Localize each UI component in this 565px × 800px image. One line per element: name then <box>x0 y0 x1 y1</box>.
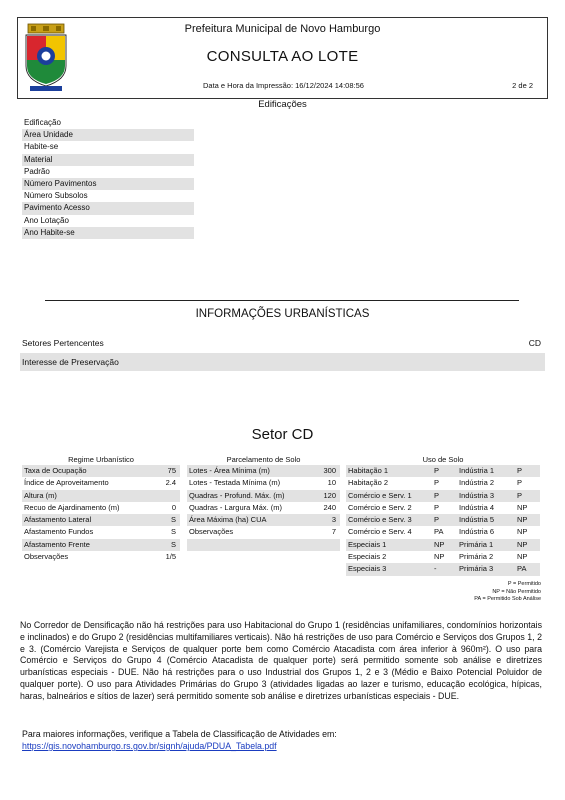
uso-value: P <box>434 502 440 512</box>
table-row <box>22 539 180 551</box>
regime-label: Afastamento Fundos <box>24 527 94 537</box>
uso-label: Indústria 6 <box>459 527 495 537</box>
regime-value: 75 <box>167 466 176 475</box>
regime-label: Altura (m) <box>24 490 57 500</box>
table-row <box>22 526 180 538</box>
tabela-link[interactable]: https://gis.novohamburgo.rs.gov.br/signh/ajuda/PDUA_Tabela.pdf <box>22 741 277 751</box>
regime-value: S <box>170 515 176 525</box>
uso-label: Primária 1 <box>459 539 494 549</box>
table-row <box>22 465 180 477</box>
table-row <box>346 490 540 502</box>
parcelamento-label: Lotes - Testada Mínima (m) <box>189 478 281 488</box>
print-datetime: Data e Hora da Impressão: 16/12/2024 14:08:56 <box>203 81 364 90</box>
document-header <box>17 17 548 99</box>
uso-value: NP <box>517 539 528 549</box>
uso-label: Primária 3 <box>459 564 494 574</box>
uso-label: Comércio e Serv. 1 <box>348 490 412 500</box>
edificacoes-row: Área Unidade <box>22 129 194 141</box>
parcelamento-title: Parcelamento de Solo <box>226 455 301 464</box>
uso-legend <box>474 581 541 604</box>
legend-item: P = Permitido <box>507 581 541 587</box>
table-row <box>22 514 180 526</box>
table-row <box>346 563 540 575</box>
section-divider <box>45 300 519 301</box>
table-row <box>187 465 340 477</box>
setor-title: Setor CD <box>251 426 314 443</box>
regime-table <box>22 465 180 563</box>
uso-label: Comércio e Serv. 3 <box>348 515 412 525</box>
regime-label: Índice de Aproveitamento <box>24 478 109 488</box>
uso-label: Indústria 1 <box>459 466 495 475</box>
table-row <box>346 465 540 477</box>
regime-value: 0 <box>171 502 176 512</box>
parcelamento-label: Observações <box>189 527 234 537</box>
regime-value: 2.4 <box>165 478 176 488</box>
parcelamento-label <box>187 539 336 551</box>
parcelamento-value: 120 <box>323 490 336 500</box>
parcelamento-label: Quadras - Largura Máx. (m) <box>189 502 282 512</box>
uso-label: Especiais 2 <box>348 552 387 562</box>
edificacoes-row: Ano Lotação <box>24 215 69 225</box>
edificacoes-row: Habite-se <box>24 142 59 152</box>
legend-item: NP = Não Permitido <box>492 588 541 595</box>
uso-label: Comércio e Serv. 4 <box>348 527 412 537</box>
uso-label: Indústria 5 <box>459 515 495 525</box>
more-info-text: Para maiores informações, verifique a Tabela de Classificação de Atividades em: <box>22 729 337 739</box>
table-row <box>187 502 340 514</box>
regime-label: Afastamento Lateral <box>24 515 92 525</box>
parcelamento-value: 7 <box>331 527 336 537</box>
edificacoes-list <box>22 117 194 239</box>
edificacoes-row: Material <box>22 154 194 166</box>
table-row <box>346 526 540 538</box>
setores-value: CD <box>528 338 541 348</box>
uso-value: PA <box>517 564 527 574</box>
uso-value: P <box>434 515 440 525</box>
table-row <box>187 490 340 502</box>
uso-label: Especiais 1 <box>348 539 387 549</box>
edificacoes-row: Número Pavimentos <box>22 178 194 190</box>
table-row <box>22 551 180 563</box>
uso-value: - <box>434 564 437 574</box>
info-urbanisticas-title: INFORMAÇÕES URBANÍSTICAS <box>195 308 370 320</box>
table-row <box>346 514 540 526</box>
parcelamento-value <box>336 539 340 551</box>
uso-label: Indústria 4 <box>459 502 495 512</box>
uso-value: NP <box>434 552 445 562</box>
uso-label: Habitação 1 <box>348 466 389 475</box>
table-row <box>22 490 180 502</box>
uso-value: P <box>434 490 440 500</box>
uso-value: NP <box>517 515 528 525</box>
parcelamento-table <box>187 465 340 551</box>
regime-label: Afastamento Frente <box>24 539 90 549</box>
legend-item: PA = Permitido Sob Análise <box>474 596 541 602</box>
uso-label: Habitação 2 <box>348 478 389 488</box>
uso-value: P <box>517 490 523 500</box>
uso-value: P <box>434 466 440 475</box>
table-row <box>346 477 540 489</box>
uso-value: P <box>517 466 523 475</box>
regime-value: 1/5 <box>165 552 176 562</box>
uso-label: Comércio e Serv. 2 <box>348 502 412 512</box>
parcelamento-value: 300 <box>323 466 336 475</box>
parcelamento-value: 3 <box>331 515 336 525</box>
parcelamento-value: 240 <box>323 502 336 512</box>
uso-value: NP <box>517 527 528 537</box>
edificacoes-row: Ano Habite-se <box>22 227 194 239</box>
regime-value: S <box>170 539 176 549</box>
regime-label: Observações <box>24 552 69 562</box>
table-row <box>187 477 340 489</box>
table-row <box>187 526 340 538</box>
parcelamento-label: Área Máxima (ha) CUA <box>189 515 267 525</box>
edificacoes-row: Edificação <box>24 118 61 127</box>
uso-table <box>346 465 540 576</box>
preservacao-label: Interesse de Preservação <box>22 357 119 367</box>
more-info <box>22 728 337 752</box>
regime-value: S <box>170 527 176 537</box>
edificacoes-row: Número Subsolos <box>24 191 88 201</box>
regime-label: Recuo de Ajardinamento (m) <box>24 502 120 512</box>
edificacoes-row: Padrão <box>24 166 50 176</box>
table-row <box>346 539 540 551</box>
uso-label: Especiais 3 <box>348 564 387 574</box>
table-row <box>187 539 340 551</box>
corredor-description: No Corredor de Densificação não há restrições para uso Habitacional do Grupo 1 (residências unifamiliares, condomínios horizontais e inclinados) e do Grupo 2 (residências multifamiliares verticais). Não há restrições de uso para Comércio e Serviços dos Grupos 1, 2 e 3. (Comércio Varejista e Serviços de qualquer porte bem como Comércio Atacadista com área inferior à 960m²). O uso para Comércio e Serviços do Grupo 4 (Comércio Atacadista de qualquer porte) será permitido somente sob análise e diretrizes urbanísticas especiais - DUE. Não há restrições para o uso Industrial dos Grupos 1, 2 e 3 (Médio e Baixo Potencial Poluidor de qualquer porte). O uso para Atividades Primárias do Grupo 3 (atividades ligadas ao lazer e turismo, educação ecológica, hípicas, haras, balneários e sítios de lazer) será permitido somente sob análise e diretrizes urbanísticas especiais - DUE. <box>20 620 542 701</box>
table-row <box>187 514 340 526</box>
document-title: CONSULTA AO LOTE <box>206 48 359 65</box>
edificacoes-row: Pavimento Acesso <box>22 202 194 214</box>
parcelamento-value: 10 <box>327 478 336 488</box>
regime-title: Regime Urbanístico <box>68 455 134 464</box>
uso-value: NP <box>517 552 528 562</box>
edificacoes-title: Edificações <box>258 99 307 110</box>
regime-value <box>176 490 180 502</box>
setores-label: Setores Pertencentes <box>22 338 104 348</box>
uso-value: PA <box>434 527 444 537</box>
parcelamento-label: Quadras - Profund. Máx. (m) <box>189 490 285 500</box>
page-number: 2 de 2 <box>512 81 533 90</box>
uso-label: Indústria 3 <box>459 490 495 500</box>
uso-title: Uso de Solo <box>422 455 464 464</box>
regime-label: Taxa de Ocupação <box>24 466 87 475</box>
uso-value: NP <box>517 502 528 512</box>
uso-value: NP <box>434 539 445 549</box>
uso-value: P <box>517 478 523 488</box>
table-row <box>346 502 540 514</box>
table-row <box>346 551 540 563</box>
uso-label: Indústria 2 <box>459 478 495 488</box>
preservacao-row <box>20 353 545 371</box>
organization-name: Prefeitura Municipal de Novo Hamburgo <box>184 23 381 35</box>
setores-row <box>20 334 545 352</box>
uso-label: Primária 2 <box>459 552 494 562</box>
table-row <box>22 502 180 514</box>
uso-value: P <box>434 478 440 488</box>
parcelamento-label: Lotes - Área Mínima (m) <box>189 466 270 475</box>
table-row <box>22 477 180 489</box>
